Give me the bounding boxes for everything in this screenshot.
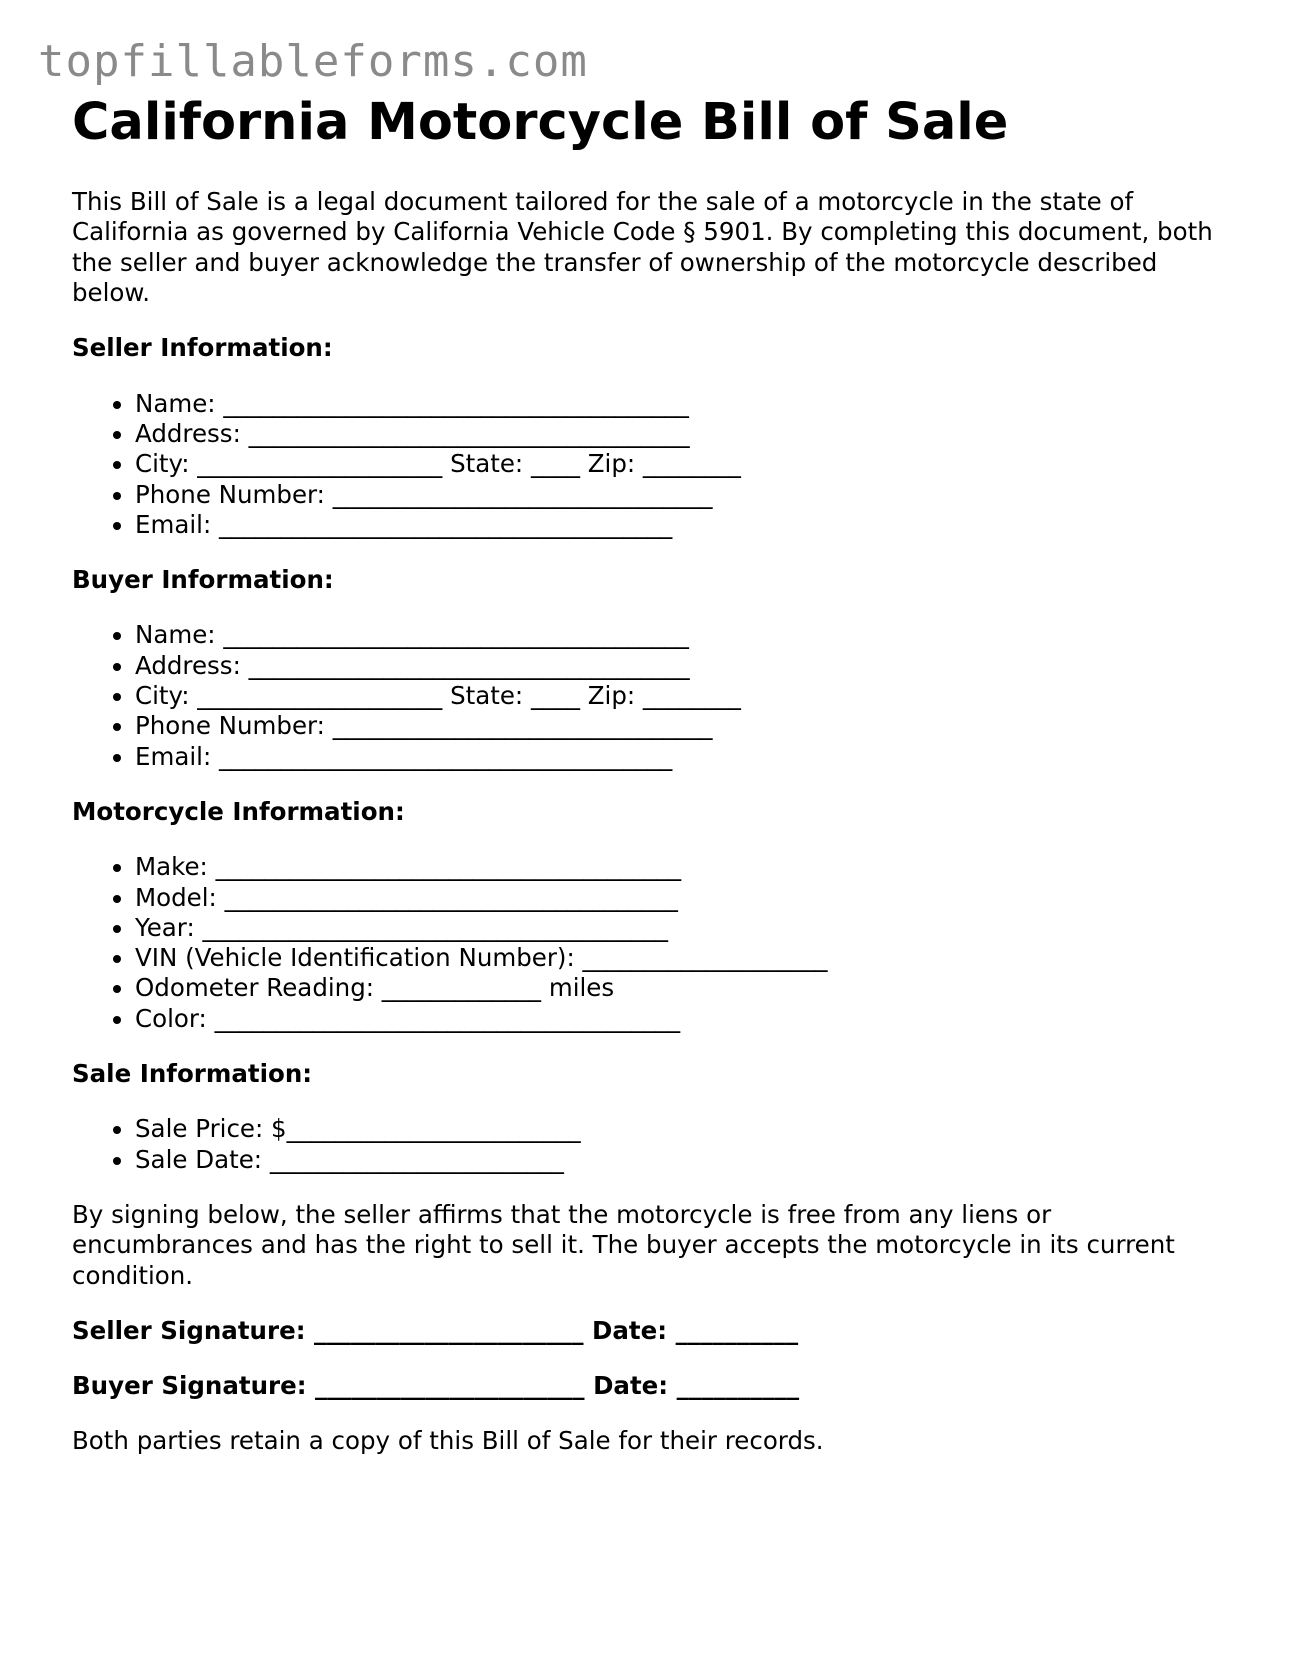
buyer-signature-line[interactable]: Buyer Signature: ______________________ Date: __________ xyxy=(72,1371,800,1401)
sale-price-field[interactable]: • Sale Price: $________________________ xyxy=(135,1114,1232,1144)
buyer-city-state-zip-field[interactable]: • City: ____________________ State: ____ Zip: ________ xyxy=(135,681,1232,711)
motorcycle-section-heading: Motorcycle Information: xyxy=(72,796,405,826)
seller-city-state-zip-field[interactable]: • City: ____________________ State: ____ Zip: ________ xyxy=(135,449,1232,479)
seller-fields-list xyxy=(72,389,1232,540)
sale-date-field[interactable]: • Sale Date: ________________________ xyxy=(135,1145,1232,1175)
seller-phone-field[interactable]: • Phone Number: _______________________________ xyxy=(135,480,1232,510)
closing-paragraph: By signing below, the seller affirms that the motorcycle is free from any liens or encumbrances and has the right to sell it. The buyer accepts the motorcycle in its current condition. xyxy=(72,1199,1175,1290)
seller-email-field[interactable]: • Email: _____________________________________ xyxy=(135,510,1232,540)
seller-name-field[interactable]: • Name: ______________________________________ xyxy=(135,389,1232,419)
motorcycle-model-field[interactable]: • Model: _____________________________________ xyxy=(135,883,1232,913)
buyer-section-heading: Buyer Information: xyxy=(72,565,334,595)
motorcycle-odometer-field[interactable]: • Odometer Reading: _____________ miles xyxy=(135,973,1232,1003)
seller-signature-line[interactable]: Seller Signature: ______________________ Date: __________ xyxy=(72,1315,799,1345)
footer-note: Both parties retain a copy of this Bill of Sale for their records. xyxy=(72,1426,824,1456)
buyer-email-field[interactable]: • Email: _____________________________________ xyxy=(135,742,1232,772)
sale-section-heading: Sale Information: xyxy=(72,1059,313,1089)
motorcycle-color-field[interactable]: • Color: ______________________________________ xyxy=(135,1004,1232,1034)
buyer-address-field[interactable]: • Address: ____________________________________ xyxy=(135,651,1232,681)
buyer-phone-field[interactable]: • Phone Number: _______________________________ xyxy=(135,711,1232,741)
buyer-fields-list xyxy=(72,620,1232,771)
seller-section-heading: Seller Information: xyxy=(72,333,333,363)
sale-fields-list xyxy=(72,1114,1232,1175)
intro-paragraph: This Bill of Sale is a legal document tailored for the sale of a motorcycle in the state of California as governed by California Vehicle Code § 5901. By completing this document, both the seller and buyer acknowledge the transfer of ownership of the motorcycle described below. xyxy=(72,187,1213,308)
seller-address-field[interactable]: • Address: ____________________________________ xyxy=(135,419,1232,449)
motorcycle-make-field[interactable]: • Make: ______________________________________ xyxy=(135,852,1232,882)
motorcycle-fields-list xyxy=(72,852,1232,1034)
motorcycle-vin-field[interactable]: • VIN (Vehicle Identification Number): ____________________ xyxy=(135,943,1232,973)
watermark: topfillableforms.com xyxy=(38,36,588,87)
document xyxy=(72,92,1232,1457)
document-title: California Motorcycle Bill of Sale xyxy=(72,93,1009,152)
buyer-name-field[interactable]: • Name: ______________________________________ xyxy=(135,620,1232,650)
motorcycle-year-field[interactable]: • Year: ______________________________________ xyxy=(135,913,1232,943)
